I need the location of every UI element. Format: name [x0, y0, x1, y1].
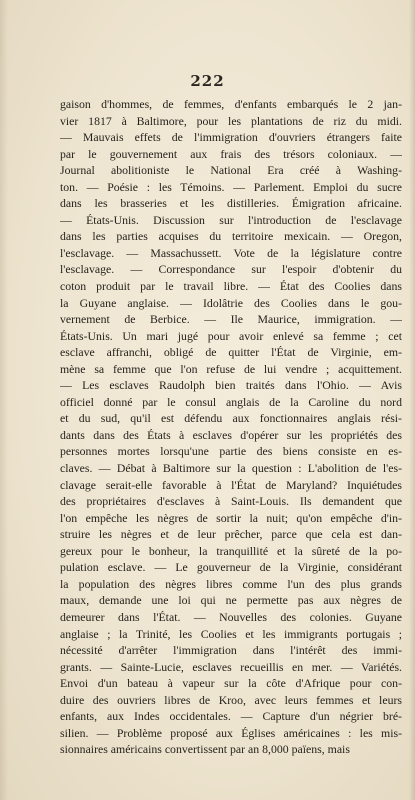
text-line: anglaise ; la Trinité, les Coolies et les immigrants portugais ; — [60, 626, 402, 641]
text-line: gereux pour le bonheur, la tranquillité et la sûreté de la po- — [60, 543, 402, 558]
text-line: mène sa femme que l'on refuse de lui vendre ; acquittement. — [60, 361, 402, 376]
text-line: coton produit par le travail libre. — État des Coolies dans — [60, 279, 402, 294]
text-line: — Mauvais effets de l'immigration d'ouvriers étrangers faite — [60, 130, 402, 145]
text-line: — États-Unis. Discussion sur l'introduction de l'esclavage — [60, 212, 402, 227]
text-line: et du sud, qu'il est défendu aux fonctionnaires anglais rési- — [60, 411, 402, 426]
text-line: nécessité d'arrêter l'immigration dans l'intérêt des immi- — [60, 643, 402, 658]
text-line: dans les parties acquises du territoire mexicain. — Oregon, — [60, 229, 402, 244]
text-line: la population des nègres libres comme l'un des plus grands — [60, 576, 402, 591]
text-line: demeurer dans l'État. — Nouvelles des colonies. Guyane — [60, 609, 402, 624]
text-line: vier 1817 à Baltimore, pour les plantations de riz du midi. — [60, 113, 402, 128]
text-line: gaison d'hommes, de femmes, d'enfants embarqués le 2 jan- — [60, 97, 402, 111]
text-line: — Les esclaves Raudolph bien traités dans l'Ohio. — Avis — [60, 378, 402, 393]
text-line: la Guyane anglaise. — Idolâtrie des Coolies dans le gou- — [60, 295, 402, 310]
page-number: 222 — [190, 72, 225, 90]
text-line: l'on empêche les nègres de sortir la nuit; qu'on empêche d'in- — [60, 510, 402, 525]
text-line: par le gouvernement aux frais des trésors coloniaux. — — [60, 146, 402, 161]
text-line: sionnaires américains convertissent par an 8,000 païens, mais — [60, 742, 350, 757]
text-line: l'esclavage. — Massachussett. Vote de la législature contre — [60, 245, 402, 260]
text-line: États-Unis. Un mari jugé pour avoir enlevé sa femme ; cet — [60, 328, 402, 343]
text-line: claves. — Débat à Baltimore sur la question : L'abolition de l'es- — [60, 461, 402, 476]
text-line: dans les brasseries et les distilleries. Émigration africaine. — [60, 196, 402, 211]
text-line: dants dans des États à esclaves d'opérer sur les propriétés des — [60, 427, 402, 442]
text-line: struire les nègres et de leur prêcher, parce que cela est dan- — [60, 527, 402, 542]
text-line: personnes mortes lorsqu'une partie des biens consiste en es- — [60, 444, 402, 459]
text-line: pulation esclave. — Le gouverneur de la Virginie, considérant — [60, 560, 402, 575]
text-line: des propriétaires d'esclaves à Saint-Louis. Ils demandent que — [60, 494, 402, 509]
text-line: l'esclavage. — Correspondance sur l'espoir d'obtenir du — [60, 262, 402, 277]
text-line: ton. — Poésie : les Témoins. — Parlement. Emploi du sucre — [60, 179, 402, 194]
text-line: officiel donné par le consul anglais de la Caroline du nord — [60, 394, 402, 409]
page-edge-shadow — [0, 0, 8, 800]
text-line: esclave affranchi, obligé de quitter l'État de Virginie, em- — [60, 345, 402, 360]
text-line: Envoi d'un bateau à vapeur sur la côte d'Afrique pour con- — [60, 676, 402, 691]
text-line: Journal abolitioniste le National Era créé à Washing- — [60, 163, 402, 178]
text-line: silien. — Problème proposé aux Églises américaines : les mis- — [60, 725, 402, 740]
body-text — [60, 96, 402, 758]
text-line: clavage serait-elle favorable à l'État de Maryland? Inquiétudes — [60, 477, 402, 492]
page-spine-shadow — [409, 0, 415, 800]
text-line: duire des ouvriers libres de Kroo, avec leurs femmes et leurs — [60, 692, 402, 707]
text-line: vernement de Berbice. — Ile Maurice, immigration. — — [60, 312, 402, 327]
text-line: enfants, aux Indes occidentales. — Capture d'un négrier bré- — [60, 709, 402, 724]
text-line: maux, demande une loi qui ne permette pas aux nègres de — [60, 593, 402, 608]
text-line: grants. — Sainte-Lucie, esclaves recueillis en mer. — Variétés. — [60, 659, 402, 674]
